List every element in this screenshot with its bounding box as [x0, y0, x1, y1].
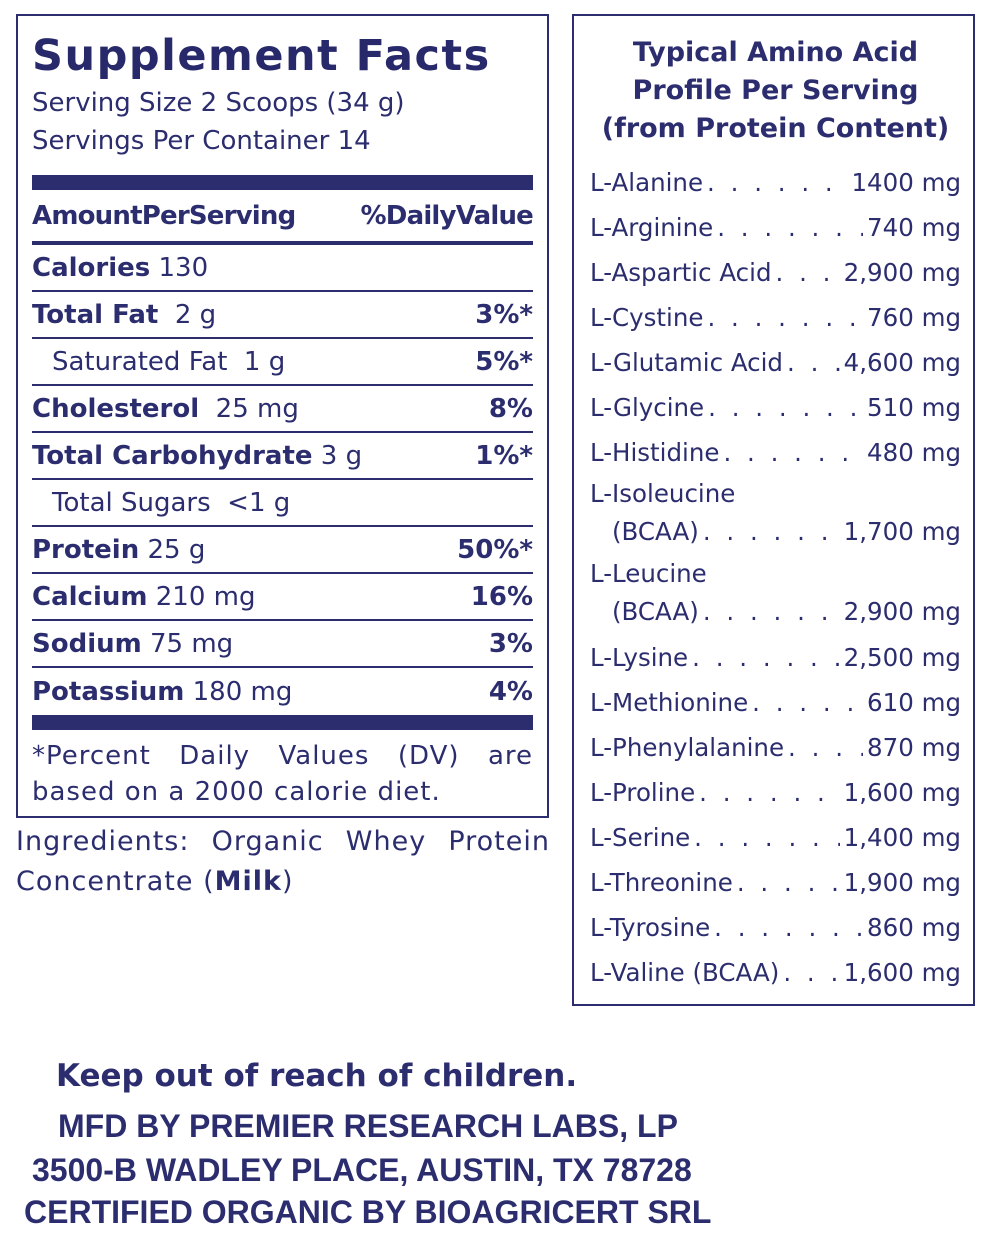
amino-amount: 1,400 mg [843, 823, 961, 852]
amino-amount: 2,900 mg [843, 597, 961, 626]
amino-row-alanine [590, 160, 961, 205]
nutrient-dv: 1%* [475, 440, 533, 471]
leader-dots [723, 430, 863, 475]
amino-note: (BCAA) [612, 597, 699, 626]
amino-amount: 740 mg [867, 213, 961, 242]
nutrient-name: Total Fat [32, 299, 159, 330]
nutrient-amount: 130 [158, 252, 209, 283]
amino-name: L-Glycine [590, 393, 705, 422]
nutrient-row-total-sugars [32, 480, 533, 527]
amino-row-leucine [590, 555, 961, 635]
leader-dots [737, 860, 840, 905]
manufacturer-address: 3500-B WADLEY PLACE, AUSTIN, TX 78728 [32, 1152, 692, 1188]
nutrient-row-protein [32, 527, 533, 574]
nutrient-dv: 3% [488, 628, 533, 659]
nutrient-name: Calcium [32, 581, 148, 612]
leader-dots [703, 593, 840, 631]
amino-row-aspartic-acid [590, 250, 961, 295]
nutrient-row-saturated-fat [32, 339, 533, 386]
nutrient-name: Potassium [32, 676, 185, 707]
nutrient-amount: 3 g [320, 440, 363, 471]
leader-dots [714, 905, 863, 950]
leader-dots [707, 160, 847, 205]
leader-dots [717, 205, 863, 250]
servings-per-container: Servings Per Container 14 [32, 126, 371, 156]
nutrient-amount: 180 mg [192, 676, 293, 707]
nutrient-name: Sodium [32, 628, 142, 659]
ingredients-statement [16, 822, 550, 902]
nutrient-dv: 8% [488, 393, 533, 424]
amino-amount: 2,500 mg [843, 643, 961, 672]
amino-name: L-Histidine [590, 438, 720, 467]
amino-name: L-Isoleucine [590, 479, 736, 508]
leader-dots [752, 680, 863, 725]
ingredients-close: ) [281, 866, 294, 897]
nutrient-row-sodium [32, 621, 533, 668]
nutrient-name: Total Sugars [52, 487, 211, 518]
amino-name: L-Serine [590, 823, 691, 852]
leader-dots [787, 340, 840, 385]
nutrient-amount: 2 g [174, 299, 217, 330]
amino-name: L-Tyrosine [590, 913, 711, 942]
amino-name: L-Valine (BCAA) [590, 958, 780, 987]
amino-title-line: Typical Amino Acid [632, 37, 919, 68]
amino-row-lysine [590, 635, 961, 680]
amino-amount: 2,900 mg [843, 258, 961, 287]
amino-amount: 480 mg [867, 438, 961, 467]
amino-amount: 1,600 mg [843, 958, 961, 987]
organic-certification: CERTIFIED ORGANIC BY BIOAGRICERT SRL [24, 1194, 712, 1230]
amino-amount: 1,900 mg [843, 868, 961, 897]
nutrient-amount: 25 mg [215, 393, 299, 424]
amino-amount: 760 mg [867, 303, 961, 332]
nutrient-row-total-carbohydrate [32, 433, 533, 480]
amino-amount: 1,700 mg [843, 517, 961, 546]
amino-title-line: Profile Per Serving [632, 75, 919, 106]
nutrient-row-calories [32, 245, 533, 292]
nutrient-name: Saturated Fat [52, 346, 228, 377]
amino-row-isoleucine [590, 475, 961, 555]
serving-size: Serving Size 2 Scoops (34 g) [32, 88, 405, 118]
amino-row-cystine [590, 295, 961, 340]
leader-dots [692, 635, 840, 680]
amino-acid-profile-panel [572, 14, 975, 1006]
nutrient-amount: <1 g [227, 487, 291, 518]
amino-row-proline [590, 770, 961, 815]
supplement-facts-panel [16, 14, 549, 818]
daily-value-footnote: *Percent Daily Values (DV) are based on a 2000 calorie diet. [32, 741, 533, 807]
divider-bar-bottom [32, 715, 533, 730]
amino-name: L-Glutamic Acid [590, 348, 783, 377]
allergen-milk: Milk [214, 866, 282, 897]
amino-name: L-Proline [590, 778, 696, 807]
nutrient-dv: 50%* [457, 534, 533, 565]
amino-name: L-Aspartic Acid [590, 258, 772, 287]
amino-name: L-Methionine [590, 688, 749, 717]
amino-amount: 4,600 mg [843, 348, 961, 377]
amino-name: L-Leucine [590, 559, 707, 588]
leader-dots [699, 770, 839, 815]
amino-note: (BCAA) [612, 517, 699, 546]
header-amount-per-serving: AmountPerServing [32, 200, 296, 231]
leader-dots [776, 250, 840, 295]
amino-name: L-Phenylalanine [590, 733, 785, 762]
amino-name: L-Alanine [590, 168, 704, 197]
amino-row-phenylalanine [590, 725, 961, 770]
nutrient-amount: 1 g [243, 346, 286, 377]
amino-row-histidine [590, 430, 961, 475]
amino-name: L-Lysine [590, 643, 689, 672]
amino-amount: 610 mg [867, 688, 961, 717]
nutrient-dv: 3%* [475, 299, 533, 330]
leader-dots [708, 385, 863, 430]
amino-amount: 510 mg [867, 393, 961, 422]
amino-amount: 1,600 mg [843, 778, 961, 807]
nutrient-row-calcium [32, 574, 533, 621]
facts-header-row [32, 190, 533, 245]
amino-row-valine [590, 950, 961, 995]
supplement-facts-title: Supplement Facts [32, 31, 491, 81]
amino-row-methionine [590, 680, 961, 725]
amino-amount: 870 mg [867, 733, 961, 762]
amino-row-arginine [590, 205, 961, 250]
amino-row-threonine [590, 860, 961, 905]
nutrient-amount: 25 g [147, 534, 206, 565]
divider-bar-top [32, 175, 533, 190]
leader-dots [788, 725, 863, 770]
nutrient-name: Total Carbohydrate [32, 440, 313, 471]
header-daily-value: %DailyValue [360, 200, 533, 231]
leader-dots [707, 295, 863, 340]
amino-row-serine [590, 815, 961, 860]
leader-dots [694, 815, 839, 860]
amino-name: L-Cystine [590, 303, 704, 332]
amino-profile-title [590, 34, 961, 148]
nutrient-amount: 210 mg [155, 581, 256, 612]
amino-title-line: (from Protein Content) [601, 113, 950, 144]
nutrient-amount: 75 mg [149, 628, 234, 659]
amino-amount: 860 mg [867, 913, 961, 942]
amino-name: L-Arginine [590, 213, 714, 242]
nutrient-name: Cholesterol [32, 393, 200, 424]
amino-row-glutamic-acid [590, 340, 961, 385]
nutrient-dv: 5%* [475, 346, 533, 377]
amino-row-tyrosine [590, 905, 961, 950]
amino-name: L-Threonine [590, 868, 733, 897]
nutrient-name: Protein [32, 534, 140, 565]
nutrient-row-total-fat [32, 292, 533, 339]
manufacturer-name: MFD BY PREMIER RESEARCH LABS, LP [58, 1108, 678, 1144]
nutrient-dv: 16% [470, 581, 533, 612]
amino-amount: 1400 mg [851, 168, 961, 197]
nutrient-dv: 4% [488, 676, 533, 707]
nutrient-row-potassium [32, 668, 533, 715]
leader-dots [783, 950, 839, 995]
amino-row-glycine [590, 385, 961, 430]
leader-dots [703, 513, 840, 551]
ingredients-text: Ingredients: Organic Whey Protein Concentrate ( [16, 826, 550, 897]
nutrient-row-cholesterol [32, 386, 533, 433]
child-safety-warning: Keep out of reach of children. [56, 1058, 578, 1094]
nutrient-name: Calories [32, 252, 151, 283]
